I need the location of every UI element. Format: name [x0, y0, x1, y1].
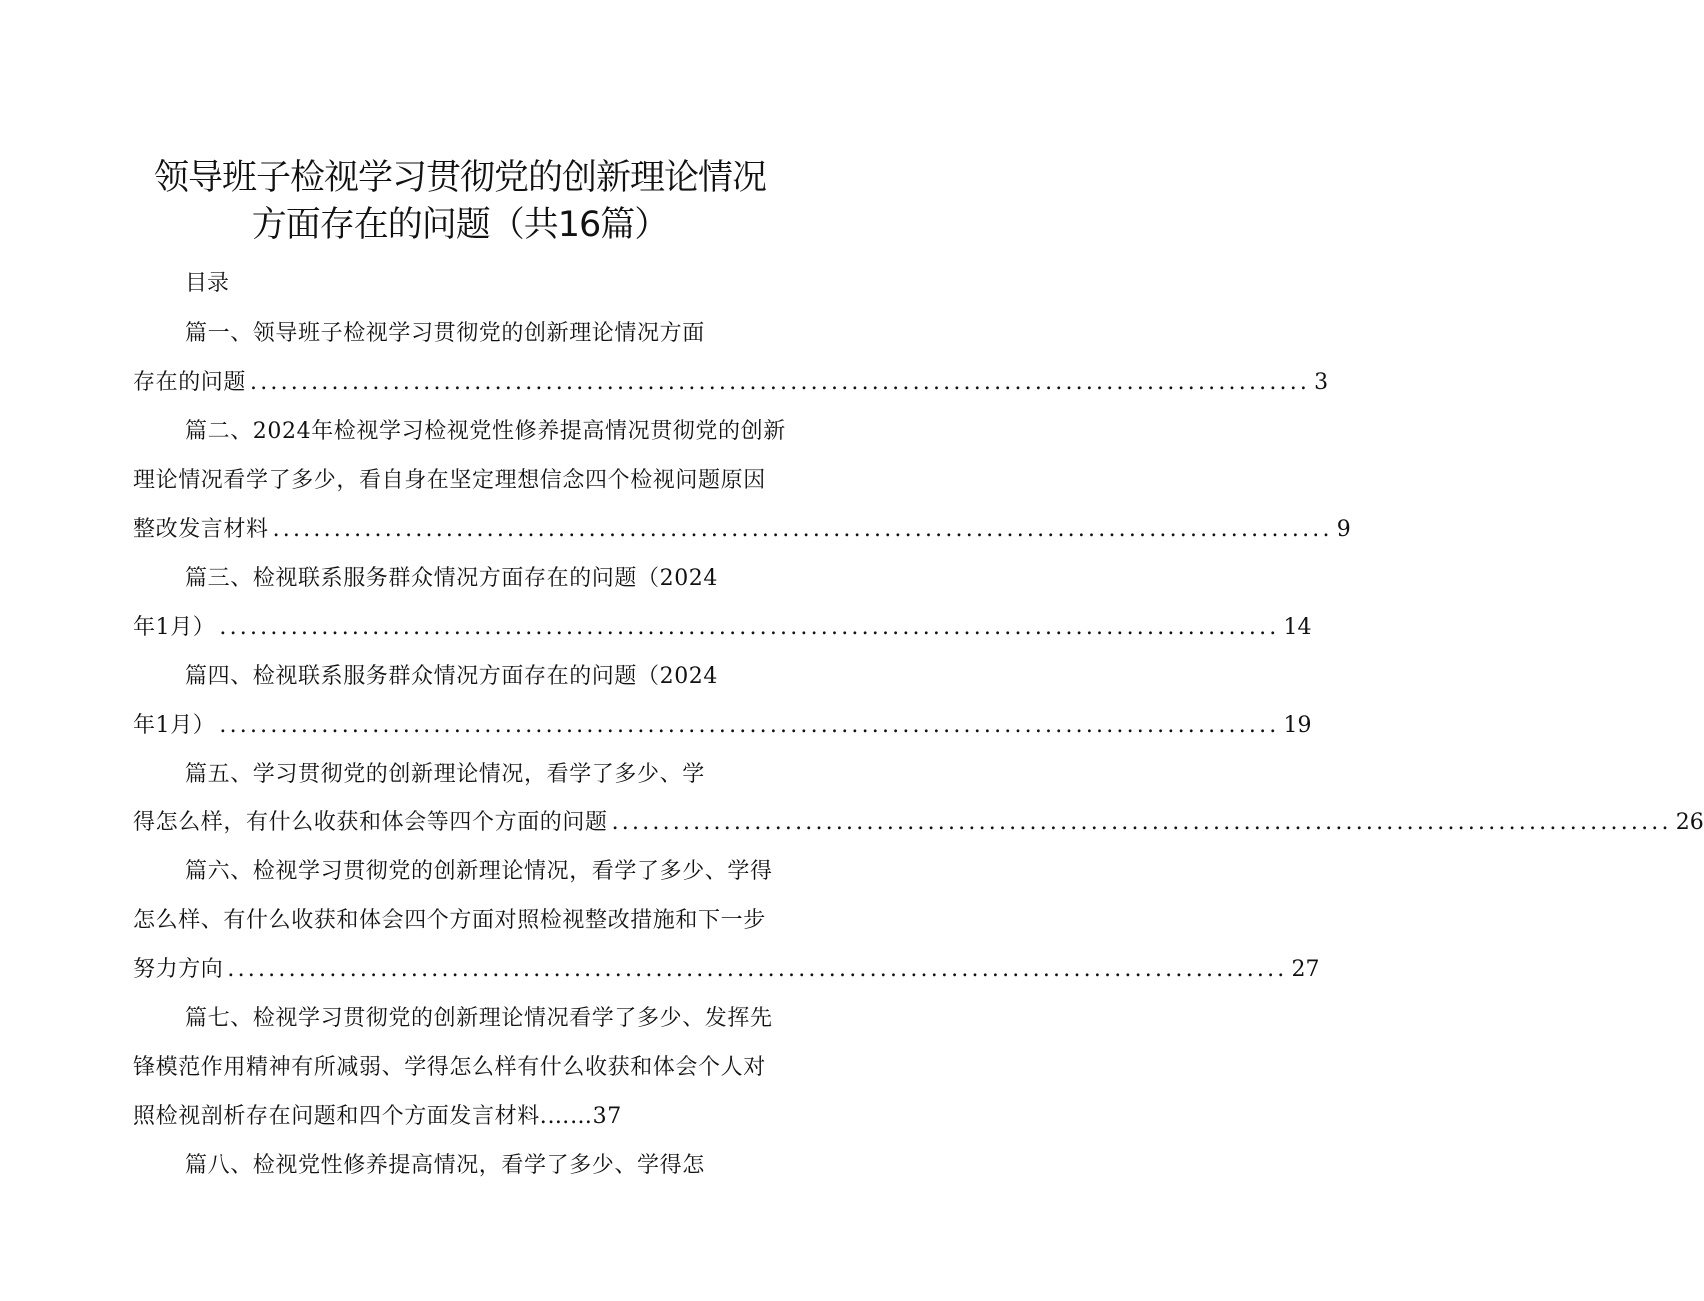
- toc-entry-1-last-line: 存在的问题: [133, 370, 247, 395]
- dot-leader: ........................................................................................................: [611, 810, 1672, 835]
- toc-entry-5-page: 26: [1675, 810, 1704, 835]
- toc-entry-1-line-1[interactable]: 篇一、领导班子检视学习贯彻党的创新理论情况方面: [185, 321, 705, 346]
- toc-entry-2-line-2[interactable]: 理论情况看学了多少，看自身在坚定理想信念四个检视问题原因: [133, 468, 766, 493]
- toc-entry-6-last-line: 努力方向: [133, 957, 224, 982]
- dot-leader: ........................................................................................................: [227, 957, 1288, 982]
- toc-entry-2-line-1[interactable]: 篇二、2024年检视学习检视党性修养提高情况贯彻党的创新: [185, 419, 786, 444]
- dot-leader: ........................................................................................................: [219, 713, 1280, 738]
- toc-entry-8-line-1[interactable]: 篇八、检视党性修养提高情况，看学了多少、学得怎: [185, 1153, 705, 1178]
- toc-entry-5-last-line: 得怎么样，有什么收获和体会等四个方面的问题: [133, 810, 608, 835]
- toc-entry-2-leader[interactable]: [133, 514, 1351, 546]
- toc-entry-6-line-1[interactable]: 篇六、检视学习贯彻党的创新理论情况，看学了多少、学得: [185, 859, 773, 884]
- toc-entry-3-last-line: 年1月）: [133, 615, 216, 640]
- dot-leader: ........................................................................................................: [219, 615, 1280, 640]
- toc-entry-5-leader[interactable]: [133, 807, 1704, 839]
- toc-entry-2-last-line: 整改发言材料: [133, 517, 269, 542]
- toc-entry-5-line-1[interactable]: 篇五、学习贯彻党的创新理论情况，看学了多少、学: [185, 762, 705, 787]
- dot-leader: ........................................................................................................: [272, 517, 1333, 542]
- toc-label: 目录: [185, 271, 230, 296]
- toc-entry-3-page: 14: [1283, 615, 1312, 640]
- toc-entry-1-page: 3: [1314, 370, 1329, 395]
- toc-entry-4-line-1[interactable]: 篇四、检视联系服务群众情况方面存在的问题（2024: [185, 664, 718, 689]
- toc-entry-1-leader[interactable]: [133, 367, 1329, 399]
- toc-entry-2-page: 9: [1336, 517, 1351, 542]
- toc-entry-6-page: 27: [1291, 957, 1320, 982]
- toc-entry-7-line-3[interactable]: 照检视剖析存在问题和四个方面发言材料.……37: [133, 1104, 622, 1129]
- toc-entry-7-line-1[interactable]: 篇七、检视学习贯彻党的创新理论情况看学了多少、发挥先: [185, 1006, 773, 1031]
- toc-entry-6-line-2[interactable]: 怎么样、有什么收获和体会四个方面对照检视整改措施和下一步: [133, 908, 766, 933]
- toc-entry-3-leader[interactable]: [133, 612, 1312, 644]
- title-line-2: 方面存在的问题（共16篇）: [251, 205, 669, 245]
- toc-entry-7-line-2[interactable]: 锋模范作用精神有所减弱、学得怎么样有什么收获和体会个人对: [133, 1055, 766, 1080]
- title-line-1: 领导班子检视学习贯彻党的创新理论情况: [153, 158, 766, 198]
- toc-entry-4-leader[interactable]: [133, 710, 1312, 742]
- dot-leader: ........................................................................................................: [250, 370, 1311, 395]
- toc-entry-4-page: 19: [1283, 713, 1312, 738]
- toc-entry-6-leader[interactable]: [133, 954, 1320, 986]
- toc-entry-4-last-line: 年1月）: [133, 713, 216, 738]
- toc-entry-3-line-1[interactable]: 篇三、检视联系服务群众情况方面存在的问题（2024: [185, 566, 718, 591]
